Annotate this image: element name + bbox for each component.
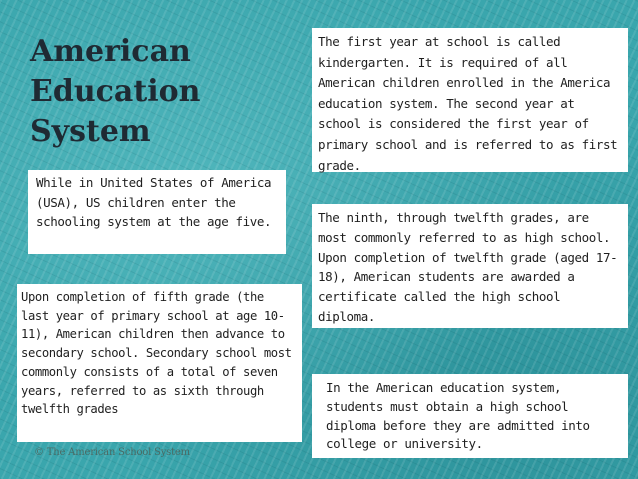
slide-footer: © The American School System [34, 447, 190, 458]
slide-title [30, 32, 280, 152]
intro-text-box: While in United States of America (USA), US children enter the schooling system at the age five. [28, 170, 286, 254]
diploma-text-box: In the American education system, students must obtain a high school diploma before they are admitted into college or university. [312, 374, 628, 458]
title-line: System [30, 114, 151, 149]
kindergarten-text-box: The first year at school is called kindergarten. It is required of all American children enrolled in the America education system. The second year at school is considered the first year of primary school and is referred to as first grade. [312, 28, 628, 172]
title-line: Education [30, 74, 201, 109]
title-line: American [30, 34, 191, 69]
high-school-text-box: The ninth, through twelfth grades, are most commonly referred to as high school. Upon completion of twelfth grade (aged 17-18), American students are awarded a certificate called the high school diploma. [312, 204, 628, 328]
fifth-grade-text-box: Upon completion of fifth grade (the last year of primary school at age 10-11), American children then advance to secondary school. Secondary school most commonly consists of a total of seven years, referred to as sixth through twelfth grades [17, 284, 302, 442]
